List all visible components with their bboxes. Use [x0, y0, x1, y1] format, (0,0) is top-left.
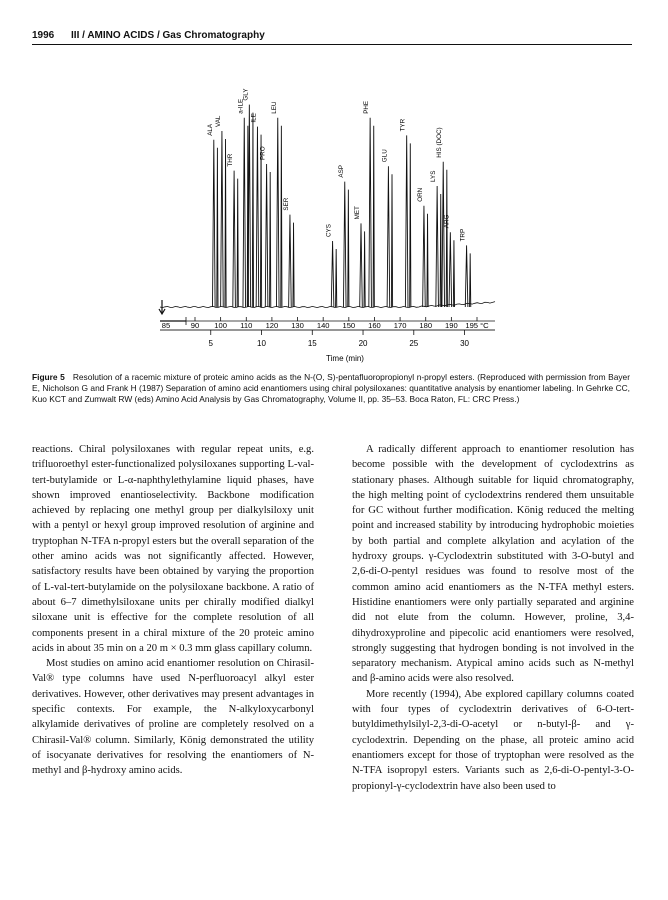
- time-tick-label: 10: [257, 339, 266, 348]
- chromatogram-peak: [265, 164, 271, 307]
- peak-label: PRO: [259, 146, 267, 160]
- peak-label: GLY: [242, 88, 250, 101]
- temperature-tick-label: 180: [419, 321, 433, 330]
- header-rule: [32, 44, 632, 45]
- peak-label: ARG: [443, 214, 451, 229]
- paragraph: Most studies on amino acid enantiomer resolution on Chirasil-Val® type columns have used N-perfluoroacyl alkyl ester derivatives. However, other derivatives may present advantages in specific contexts. For example, the N-alkyloxycarbonyl alkylamide derivatives of proline are completely resolved on a Chirasil-Val® column. Similarly, König demonstrated the utility of isocyanate derivatives for resolving the enantiomers of N-methyl and β-hydroxy amino acids.: [32, 658, 314, 777]
- chromatogram-peak: [243, 118, 249, 307]
- right-column: [352, 442, 634, 794]
- peak-label: ASP: [337, 164, 345, 178]
- chromatogram-peak: [221, 131, 227, 307]
- temperature-tick-label: 90: [190, 321, 200, 330]
- time-tick-label: 25: [409, 339, 419, 348]
- chromatogram-peak: [405, 135, 410, 307]
- running-title: III / AMINO ACIDS / Gas Chromatography: [71, 30, 265, 41]
- caption-label: Figure 5: [32, 372, 65, 382]
- paragraph: A radically different approach to enantiomer resolution has become possible with the development of cyclodextrins as stationary phases. Although suitable for liquid chromatography, the high melting point of cyclodextrins rendered them unsuitable for GC without further modification. König reduced the melting point and increased stability by introducing hydrophobic moieties by both partial and complete alkylation and acylation of the hydroxy groups. γ-Cyclodextrin substituted with 3-O-butyl and 2,6-di-O-pentyl residues was found to resolve most of the common amino acid enantiomers as the N-TFA methyl esters. Histidine enantiomers were only partially separated and arginine did not elute from the column. However, proline, 3,4-dihydroxyproline and pipecolic acid enantiomers were resolved, strongly suggesting that hydrogen bonding is not involved in the separatory mechanism. Atypical amino acids such as N-methyl and β-amino acids were also resolved.: [352, 444, 634, 685]
- temperature-tick-label: 190: [445, 321, 458, 330]
- peak-label: CYS: [325, 224, 333, 237]
- left-column: [32, 442, 314, 779]
- peak-label: THR: [227, 153, 235, 167]
- chromatogram-peak: [423, 206, 429, 307]
- peak-label: PHE: [363, 100, 371, 114]
- temperature-tick-label: 170: [393, 321, 407, 330]
- peak-label: VAL: [214, 115, 222, 127]
- peak-label: SER: [282, 197, 290, 211]
- peak-label: GLU: [381, 149, 389, 163]
- temperature-tick-label: 195 °C: [465, 321, 489, 330]
- paragraph: More recently (1994), Abe explored capillary columns coated with four types of cyclodextrin derivatives of 6-O-tert-butyldimethylsilyl-2,3-di-O-acetyl or n-butyl-β- and γ-cyclodextrin. Depending on the phase, all proteic amino acid enantiomers except for those of tryptophan were resolved as the N-TFA isopropyl esters. Variants such as 2,6-di-O-pentyl-3-O-propionyl-γ-cyclodextrin have also been used to: [352, 688, 634, 792]
- temperature-tick-label: 100: [214, 321, 227, 330]
- temperature-tick-label: 150: [342, 321, 356, 330]
- peak-label: ILE: [250, 113, 258, 123]
- chromatogram-peak: [465, 245, 471, 307]
- chromatogram-peak: [369, 118, 375, 307]
- chromatogram-peak: [449, 232, 455, 307]
- figure-caption: [32, 372, 630, 405]
- running-header: [32, 30, 265, 41]
- temperature-tick-label: 130: [291, 321, 304, 330]
- chromatogram-peak: [248, 105, 254, 307]
- x-axis-label: Time (min): [326, 354, 364, 363]
- peak-label: LEU: [270, 101, 278, 114]
- peak-label: TYR: [399, 118, 407, 132]
- chromatogram-peak: [436, 186, 442, 307]
- peak-label: a-ILE: [237, 98, 245, 114]
- chromatogram-peak: [442, 162, 451, 307]
- peak-label: MET: [354, 206, 361, 220]
- time-tick-label: 20: [358, 339, 368, 348]
- temperature-tick-label: 85: [161, 321, 171, 330]
- peak-label: LYS: [430, 170, 438, 182]
- temperature-tick-label: 120: [265, 321, 279, 330]
- chromatogram-peak: [276, 118, 282, 307]
- chromatogram-peak: [289, 215, 295, 307]
- chromatogram-peak: [331, 241, 337, 307]
- caption-text: Resolution of a racemic mixture of proteic amino acids as the N-(O, S)-pentafluoropropionyl n-propyl esters. (Reproduced with permission from Bayer E, Nicholson G and Frank H (1987) Separation of amino acid enantiomers using chiral polysiloxanes: quantitative analysis by enantiomer labeling. In Gehrke CC, Kuo KCT and Zumwalt RW (eds) Amino Acid Analysis by Gas Chromatography, Volume II, pp. 35–53. Boca Raton, FL: CRC Press.): [32, 372, 630, 404]
- temperature-tick-label: 110: [240, 321, 253, 330]
- peak-label: HIS (DOC): [436, 127, 444, 158]
- chromatogram-figure: [150, 62, 520, 367]
- chromatogram-peak: [213, 140, 219, 307]
- peak-label: ORN: [416, 187, 424, 202]
- chromatogram-peak: [343, 182, 349, 307]
- time-tick-label: 30: [460, 339, 469, 348]
- peak-label: TRP: [459, 228, 467, 242]
- chromatogram-peak: [360, 223, 366, 307]
- temperature-tick-label: 140: [316, 321, 330, 330]
- page-number: 1996: [32, 30, 55, 41]
- paragraph: reactions. Chiral polysiloxanes with regular repeat units, e.g. trifluoroethyl ester-functionalized polysiloxanes supporting L-val-tert-butylamide or L-α-naphthylethylamine liquid phases, have shown improved enantioselectivity. Backbone modification achieved by replacing one methyl group per dialkylsiloxy unit with a pentyl or hexyl group improved resolution of arginine and tryptophan N-TFA n-propyl esters but the overall separation of the other amino acids was not significantly affected. However, satisfactory results have been obtained by varying the proportion of L-val-tert-butylamide on the polysiloxane backbone. A ratio of about 6–7 dimethylsiloxane units per chirally modified dialkyl siloxane unit is effective for the complete resolution of all components present in a chiral mixture of the 20 proteic amino acids in about 35 min on a 20 m × 0.3 mm glass capillary column.: [32, 444, 314, 654]
- time-tick-label: 15: [307, 339, 317, 348]
- peak-label: ALA: [206, 123, 214, 136]
- chromatogram-peak: [387, 166, 393, 307]
- time-tick-label: 5: [208, 339, 213, 348]
- chromatogram-peak: [233, 171, 239, 307]
- temperature-tick-label: 160: [368, 321, 381, 330]
